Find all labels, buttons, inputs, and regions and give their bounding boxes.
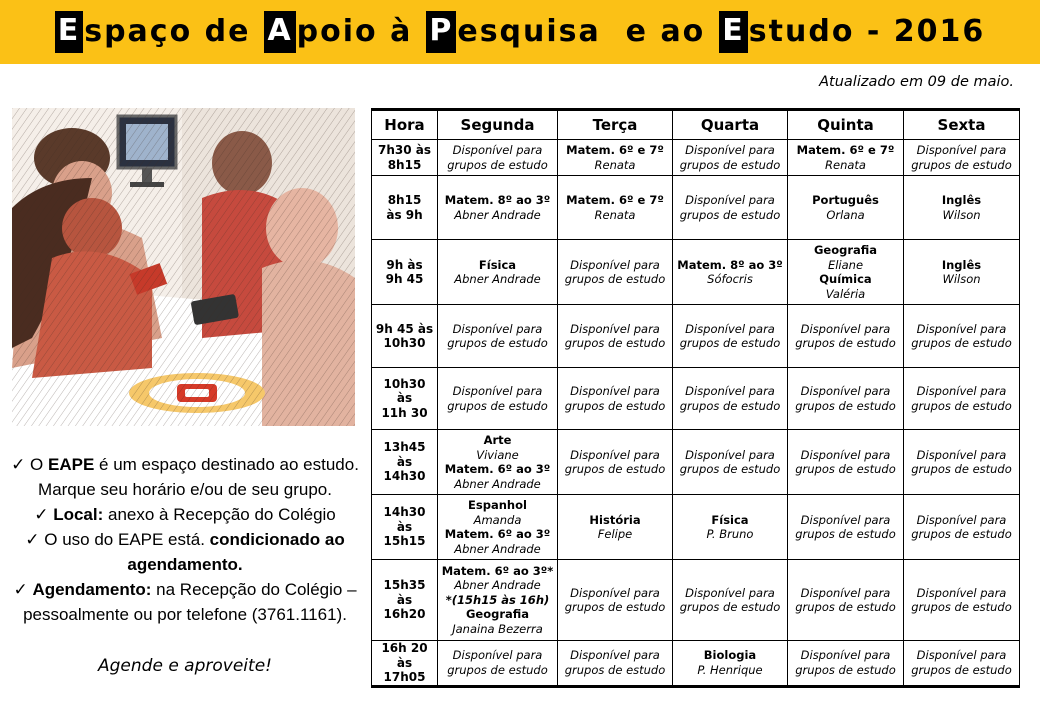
availability-text: Disponível para [685, 193, 775, 207]
info-item-eape [0, 452, 370, 477]
table-row [372, 240, 1020, 305]
info-item-uso [0, 527, 370, 552]
schedule-header-row [372, 110, 1020, 140]
title-initial-a: A [264, 11, 295, 53]
students-studying-photo [12, 108, 355, 426]
time-slot-text: 15h35 às [383, 578, 426, 607]
schedule-cell [438, 305, 558, 368]
availability-text: grupos de estudo [911, 157, 1012, 172]
schedule-cell [673, 641, 788, 687]
subject-name: Química [819, 272, 872, 286]
availability-text: grupos de estudo [911, 527, 1012, 541]
schedule-cell [904, 641, 1020, 687]
teacher-name: Abner Andrade [454, 541, 541, 556]
time-slot-cell [372, 495, 438, 560]
schedule-cell [904, 176, 1020, 240]
schedule-cell [673, 176, 788, 240]
title-word-estudo: studo - 2016 [748, 14, 986, 49]
schedule-cell [438, 641, 558, 687]
subject-name: Matem. 6º ao 3º [444, 527, 551, 541]
teacher-name: Abner Andrade [454, 272, 541, 286]
schedule-cell [788, 641, 904, 687]
teacher-name: Abner Andrade [454, 207, 541, 222]
schedule-cell [904, 560, 1020, 641]
schedule-cell [558, 560, 673, 641]
teacher-name: *(15h15 às 16h) [445, 592, 550, 607]
teacher-name: Sófocris [707, 272, 753, 286]
subject-name: Geografia [813, 243, 878, 257]
schedule-cell [558, 495, 673, 560]
subject-name: Física [711, 512, 749, 527]
availability-text: grupos de estudo [447, 336, 548, 350]
title-word-apoio: poio à [296, 14, 413, 49]
teacher-name: Eliane [827, 257, 864, 272]
schedule-cell [788, 305, 904, 368]
time-slot-text: 11h 30 [381, 405, 428, 420]
teacher-name: Wilson [942, 207, 981, 222]
availability-text: grupos de estudo [795, 462, 896, 476]
info-bold: EAPE [48, 455, 95, 474]
subject-name: Matem. 6º ao 3º [444, 462, 551, 476]
time-slot-text: 14h30 [383, 469, 426, 484]
subject-name: Matem. 6º e 7º [566, 193, 664, 207]
availability-text: Disponível para [685, 321, 775, 336]
schedule-cell [558, 240, 673, 305]
info-text: O uso do EAPE está. [44, 530, 210, 549]
availability-text: Disponível para [452, 384, 543, 398]
info-bold: agendamento. [127, 555, 243, 574]
availability-text: grupos de estudo [911, 462, 1012, 476]
title-word-pesquisa: esquisa e ao [457, 14, 706, 49]
availability-text: grupos de estudo [564, 398, 666, 413]
slogan: Agende e aproveite! [98, 656, 272, 676]
subject-name: Matem. 8º ao 3º [444, 193, 551, 207]
availability-text: grupos de estudo [795, 662, 896, 677]
subject-name: Arte [483, 433, 512, 447]
schedule-cell [788, 140, 904, 176]
availability-text: Disponível para [800, 648, 891, 663]
time-slot-text: 8h15 [387, 193, 422, 207]
availability-text: Disponível para [570, 648, 660, 663]
subject-name: Geografia [465, 607, 530, 622]
teacher-name: Wilson [942, 272, 981, 286]
availability-text: grupos de estudo [679, 336, 781, 350]
availability-text: Disponível para [800, 384, 891, 398]
schedule-cell [438, 560, 558, 641]
teacher-name: Felipe [597, 527, 633, 541]
teacher-name: Renata [594, 157, 636, 172]
schedule-cell [904, 430, 1020, 495]
availability-text: grupos de estudo [679, 398, 781, 413]
availability-text: Disponível para [685, 447, 775, 462]
time-slot-cell [372, 240, 438, 305]
teacher-name: Viviane [476, 447, 519, 462]
time-slot-text: 9h 45 às [375, 321, 434, 336]
schedule-cell [904, 305, 1020, 368]
teacher-name: Abner Andrade [454, 476, 541, 491]
subject-name: Física [478, 257, 517, 272]
subject-name: Espanhol [468, 498, 527, 512]
availability-text: Disponível para [916, 512, 1007, 527]
availability-text: grupos de estudo [447, 398, 548, 413]
schedule-cell [438, 176, 558, 240]
time-slot-text: às 17h05 [383, 655, 426, 684]
schedule-cell [558, 305, 673, 368]
table-row [372, 495, 1020, 560]
title-initial-e2: E [719, 11, 748, 53]
title-initial-p: P [426, 11, 456, 53]
schedule-cell [788, 495, 904, 560]
schedule-cell [438, 368, 558, 430]
info-line [0, 552, 370, 577]
schedule-cell [904, 140, 1020, 176]
availability-text: Disponível para [916, 143, 1007, 157]
subject-name: Matem. 8º ao 3º [677, 257, 783, 272]
schedule-cell [673, 495, 788, 560]
schedule-cell [788, 240, 904, 305]
col-header-segunda: Segunda [438, 110, 558, 140]
teacher-name: Valéria [825, 286, 866, 301]
subject-name: Matem. 6º e 7º [796, 143, 895, 157]
time-slot-text: 9h 45 [385, 272, 424, 286]
availability-text: grupos de estudo [795, 336, 896, 350]
schedule-cell [438, 140, 558, 176]
availability-text: Disponível para [570, 321, 660, 336]
teacher-name: P. Bruno [706, 527, 754, 541]
title-banner [0, 0, 1040, 64]
subject-name: Inglês [941, 257, 982, 272]
availability-text: grupos de estudo [679, 600, 781, 614]
info-line: pessoalmente ou por telefone (3761.1161). [23, 605, 347, 624]
availability-text: Disponível para [452, 143, 543, 157]
info-text: na Recepção do Colégio – [151, 580, 357, 599]
availability-text: grupos de estudo [564, 336, 666, 350]
subject-name: Biologia [703, 648, 757, 663]
schedule-cell [904, 368, 1020, 430]
table-row [372, 641, 1020, 687]
availability-text: Disponível para [800, 321, 891, 336]
schedule-cell [673, 560, 788, 641]
title-word-espaco: spaço de [84, 14, 251, 49]
schedule-cell [904, 240, 1020, 305]
availability-text: Disponível para [452, 321, 543, 336]
availability-text: Disponível para [800, 585, 891, 600]
schedule-cell [673, 368, 788, 430]
schedule-cell [558, 176, 673, 240]
schedule-cell [558, 430, 673, 495]
time-slot-text: 10h30 [383, 336, 426, 350]
info-bold: Agendamento: [32, 580, 152, 599]
time-slot-text: 14h30 às [383, 505, 426, 534]
subject-name: Matem. 6º e 7º [566, 143, 664, 157]
col-header-hora: Hora [372, 110, 438, 140]
table-row [372, 560, 1020, 641]
availability-text: grupos de estudo [564, 272, 666, 286]
time-slot-text: às 9h [386, 207, 423, 222]
schedule-cell [438, 430, 558, 495]
availability-text: grupos de estudo [564, 662, 666, 677]
availability-text: grupos de estudo [564, 462, 666, 476]
col-header-quinta: Quinta [788, 110, 904, 140]
subject-name: Matem. 6º ao 3º* [441, 563, 554, 578]
availability-text: grupos de estudo [795, 600, 896, 614]
availability-text: Disponível para [800, 447, 891, 462]
availability-text: grupos de estudo [795, 527, 896, 541]
schedule-cell [558, 641, 673, 687]
title-initial-e: E [55, 11, 84, 53]
time-slot-text: 9h às [386, 257, 423, 272]
check-icon: ✓ [13, 580, 28, 599]
info-text: é um espaço destinado ao estudo. [94, 455, 359, 474]
availability-text: Disponível para [916, 321, 1007, 336]
availability-text: Disponível para [570, 585, 660, 600]
schedule-cell [558, 140, 673, 176]
availability-text: Disponível para [800, 512, 891, 527]
check-icon: ✓ [11, 455, 26, 474]
time-slot-cell [372, 641, 438, 687]
info-item-agendamento [0, 577, 370, 602]
teacher-name: Janaina Bezerra [452, 621, 543, 636]
availability-text: grupos de estudo [564, 600, 666, 614]
table-row [372, 430, 1020, 495]
availability-text: grupos de estudo [911, 662, 1012, 677]
schedule-cell [673, 305, 788, 368]
availability-text: grupos de estudo [679, 157, 781, 172]
availability-text: grupos de estudo [679, 207, 781, 222]
schedule-cell [438, 240, 558, 305]
subject-name: Inglês [941, 193, 982, 207]
subject-name: Português [812, 193, 879, 207]
availability-text: Disponível para [916, 447, 1007, 462]
availability-text: Disponível para [570, 447, 660, 462]
time-slot-text: 7h30 às [377, 143, 431, 157]
availability-text: Disponível para [685, 384, 775, 398]
availability-text: Disponível para [570, 384, 660, 398]
time-slot-cell [372, 176, 438, 240]
availability-text: grupos de estudo [911, 398, 1012, 413]
teacher-name: Abner Andrade [454, 578, 541, 593]
availability-text: grupos de estudo [447, 662, 548, 677]
availability-text: Disponível para [685, 143, 775, 157]
teacher-name: Renata [594, 207, 636, 222]
availability-text: Disponível para [685, 585, 775, 600]
table-row [372, 140, 1020, 176]
teacher-name: Amanda [473, 512, 522, 527]
availability-text: grupos de estudo [795, 398, 896, 413]
schedule-cell [788, 176, 904, 240]
time-slot-cell [372, 560, 438, 641]
col-header-terca: Terça [558, 110, 673, 140]
check-icon: ✓ [34, 505, 49, 524]
schedule-cell [558, 368, 673, 430]
teacher-name: P. Henrique [697, 662, 763, 677]
time-slot-text: 15h15 [383, 534, 426, 549]
time-slot-cell [372, 430, 438, 495]
time-slot-text: 13h45 às [383, 440, 426, 469]
info-text: O [30, 455, 48, 474]
availability-text: Disponível para [452, 648, 543, 663]
time-slot-cell [372, 368, 438, 430]
teacher-name: Orlana [826, 207, 865, 222]
teacher-name: Renata [825, 157, 866, 172]
col-header-quarta: Quarta [673, 110, 788, 140]
time-slot-text: 16h 20 [381, 641, 428, 655]
check-icon: ✓ [25, 530, 40, 549]
subject-name: História [589, 512, 641, 527]
info-bold: Local: [53, 505, 104, 524]
info-bold: condicionado ao [209, 530, 345, 549]
time-slot-cell [372, 140, 438, 176]
availability-text: grupos de estudo [911, 600, 1012, 614]
info-line: Marque seu horário e/ou de seu grupo. [38, 480, 332, 499]
info-text: anexo à Recepção do Colégio [103, 505, 336, 524]
availability-text: grupos de estudo [679, 462, 781, 476]
availability-text: grupos de estudo [447, 157, 548, 172]
table-row [372, 305, 1020, 368]
schedule-cell [788, 368, 904, 430]
schedule-cell [673, 430, 788, 495]
info-section [0, 452, 370, 627]
schedule-cell [904, 495, 1020, 560]
time-slot-text: 8h15 [387, 157, 422, 172]
time-slot-cell [372, 305, 438, 368]
time-slot-text: 16h20 [383, 607, 426, 622]
schedule-cell [788, 560, 904, 641]
availability-text: grupos de estudo [911, 336, 1012, 350]
time-slot-text: 10h30 às [383, 376, 426, 406]
table-row [372, 176, 1020, 240]
col-header-sexta: Sexta [904, 110, 1020, 140]
updated-date: Atualizado em 09 de maio. [819, 74, 1014, 90]
schedule-cell [673, 240, 788, 305]
availability-text: Disponível para [570, 257, 660, 272]
info-item-local [0, 502, 370, 527]
schedule-cell [673, 140, 788, 176]
availability-text: Disponível para [916, 384, 1007, 398]
schedule-table [371, 108, 1020, 688]
schedule-cell [788, 430, 904, 495]
table-row [372, 368, 1020, 430]
availability-text: Disponível para [916, 585, 1007, 600]
availability-text: Disponível para [916, 648, 1007, 663]
schedule-cell [438, 495, 558, 560]
